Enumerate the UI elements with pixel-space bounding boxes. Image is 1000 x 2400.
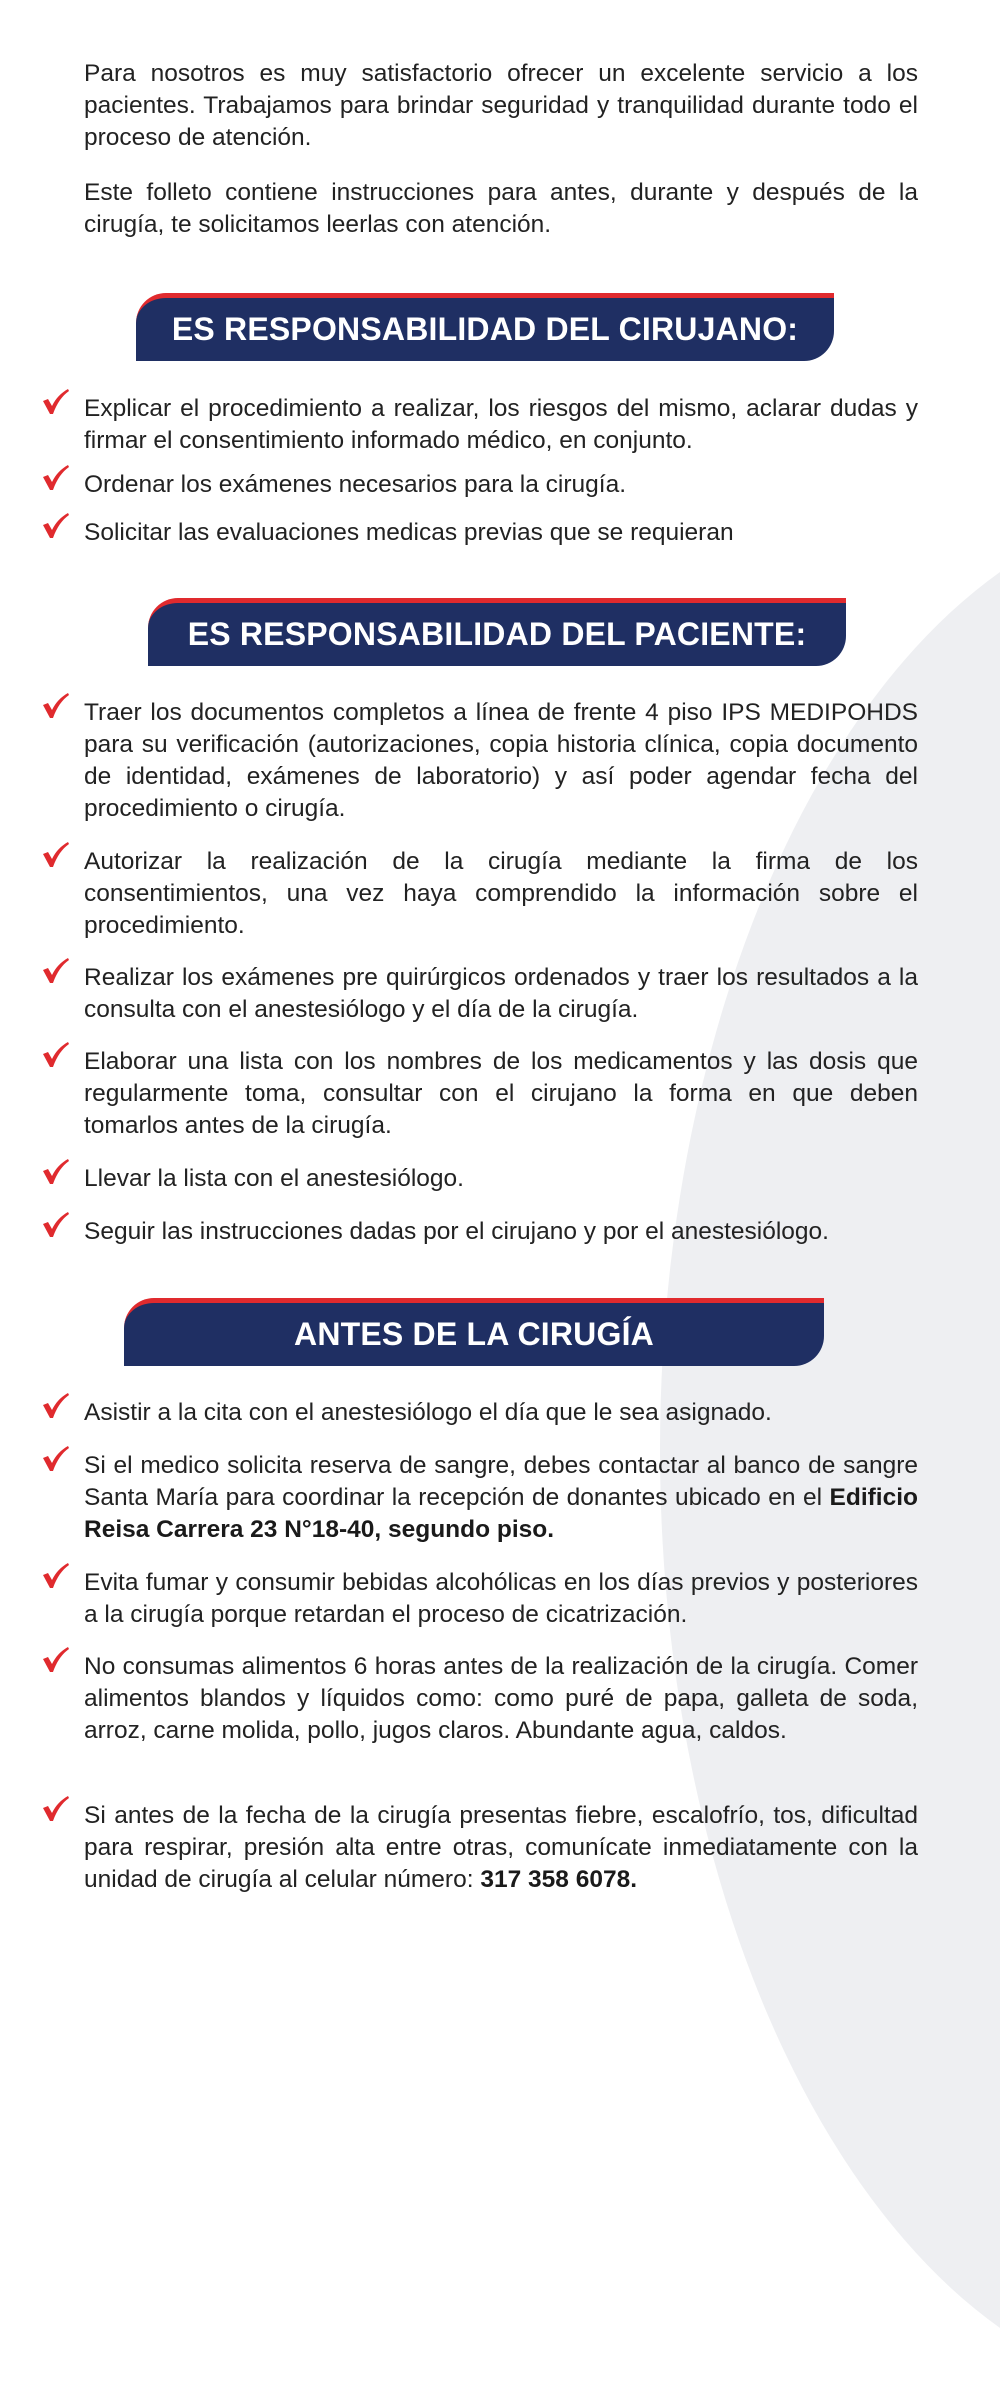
check-icon [40,511,70,541]
paciente-item-5 [84,1163,918,1195]
cirujano-section-banner [136,293,834,361]
cirujano-item-2 [84,469,918,501]
check-icon [40,387,70,417]
cirujano-item-1-text: Explicar el procedimiento a realizar, los riesgos del mismo, aclarar dudas y firmar el consentimiento informado médico, en conjunto. [84,395,918,454]
paciente-item-3-text: Realizar los exámenes pre quirúrgicos ordenados y traer los resultados a la consulta con el anestesiólogo y el día de la cirugía. [84,964,918,1023]
antes-item-3-text: Evita fumar y consumir bebidas alcohólicas en los días previos y posteriores a la cirugía porque retardan el proceso de cicatrización. [84,1569,918,1628]
check-icon [40,956,70,986]
address-text: Edificio Reisa Carrera 23 N°18-40, segundo piso. [84,1484,919,1543]
paciente-item-4-text: Elaborar una lista con los nombres de los medicamentos y las dosis que regularmente toma, consultar con el cirujano la forma en que deben tomarlos antes de la cirugía. [84,1048,918,1139]
cirujano-item-3 [84,517,918,549]
check-icon [40,1794,70,1824]
check-icon [40,1040,70,1070]
check-icon [40,691,70,721]
paciente-item-3 [84,962,918,1026]
check-icon [40,1157,70,1187]
paciente-item-5-text: Llevar la lista con el anestesiólogo. [84,1165,464,1192]
antes-item-1-text: Asistir a la cita con el anestesiólogo el día que le sea asignado. [84,1399,772,1426]
antes-item-5-body: Si antes de la fecha de la cirugía presentas fiebre, escalofrío, tos, dificultad para respirar, presión alta entre otras, comunícate inmediatamente con la unidad de cirugía al celular número: [84,1802,918,1893]
check-icon [40,1391,70,1421]
intro-paragraph-1: Para nosotros es muy satisfactorio ofrecer un excelente servicio a los pacientes. Trabajamos para brindar seguridad y tranquilidad durante todo el proceso de atención. [84,60,918,151]
cirujano-item-3-text: Solicitar las evaluaciones medicas previas que se requieran [84,519,734,546]
antes-item-2-text [84,1450,918,1546]
cirujano-item-2-text: Ordenar los exámenes necesarios para la cirugía. [84,471,627,498]
antes-item-1 [84,1397,918,1429]
paciente-item-4 [84,1046,918,1142]
antes-item-4 [84,1651,918,1747]
intro-paragraph-2: Este folleto contiene instrucciones para antes, durante y después de la cirugía, te solicitamos leerlas con atención. [84,179,918,238]
check-icon [40,1645,70,1675]
paciente-item-1 [84,697,918,825]
antes-item-4-text: No consumas alimentos 6 horas antes de la realización de la cirugía. Comer alimentos blandos y líquidos como: como puré de papa, galleta de soda, arroz, carne molida, pollo, jugos claros. Abundante agua, caldos. [84,1653,918,1744]
antes-item-2 [84,1450,918,1546]
check-icon [40,840,70,870]
check-icon [40,1561,70,1591]
check-icon [40,463,70,493]
antes-section-title: ANTES DE LA CIRUGÍA [294,1316,654,1352]
paciente-section-banner [148,598,846,666]
check-icon [40,1444,70,1474]
paciente-item-1-text: Traer los documentos completos a línea de frente 4 piso IPS MEDIPOHDS para su verificación (autorizaciones, copia historia clínica, copia documento de identidad, exámenes de laboratorio) y así poder agendar fecha del procedimiento o cirugía. [84,699,918,822]
cirujano-item-1 [84,393,918,457]
antes-item-2-body: Si el medico solicita reserva de sangre, debes contactar al banco de sangre Santa María para coordinar la recepción de donantes ubicado en el [84,1452,918,1511]
paciente-item-6 [84,1216,918,1248]
phone-number: 317 358 6078. [480,1866,638,1893]
paciente-item-2 [84,846,918,942]
antes-item-5-text [84,1800,918,1896]
paciente-item-2-text: Autorizar la realización de la cirugía mediante la firma de los consentimientos, una vez haya comprendido la información sobre el procedimiento. [84,848,918,939]
paciente-section-title: ES RESPONSABILIDAD DEL PACIENTE: [187,616,807,652]
antes-section-banner [124,1298,824,1366]
antes-item-5 [84,1800,918,1896]
paciente-item-6-text: Seguir las instrucciones dadas por el cirujano y por el anestesiólogo. [84,1218,829,1245]
cirujano-section-title: ES RESPONSABILIDAD DEL CIRUJANO: [171,311,799,347]
check-icon [40,1210,70,1240]
antes-item-3 [84,1567,918,1631]
